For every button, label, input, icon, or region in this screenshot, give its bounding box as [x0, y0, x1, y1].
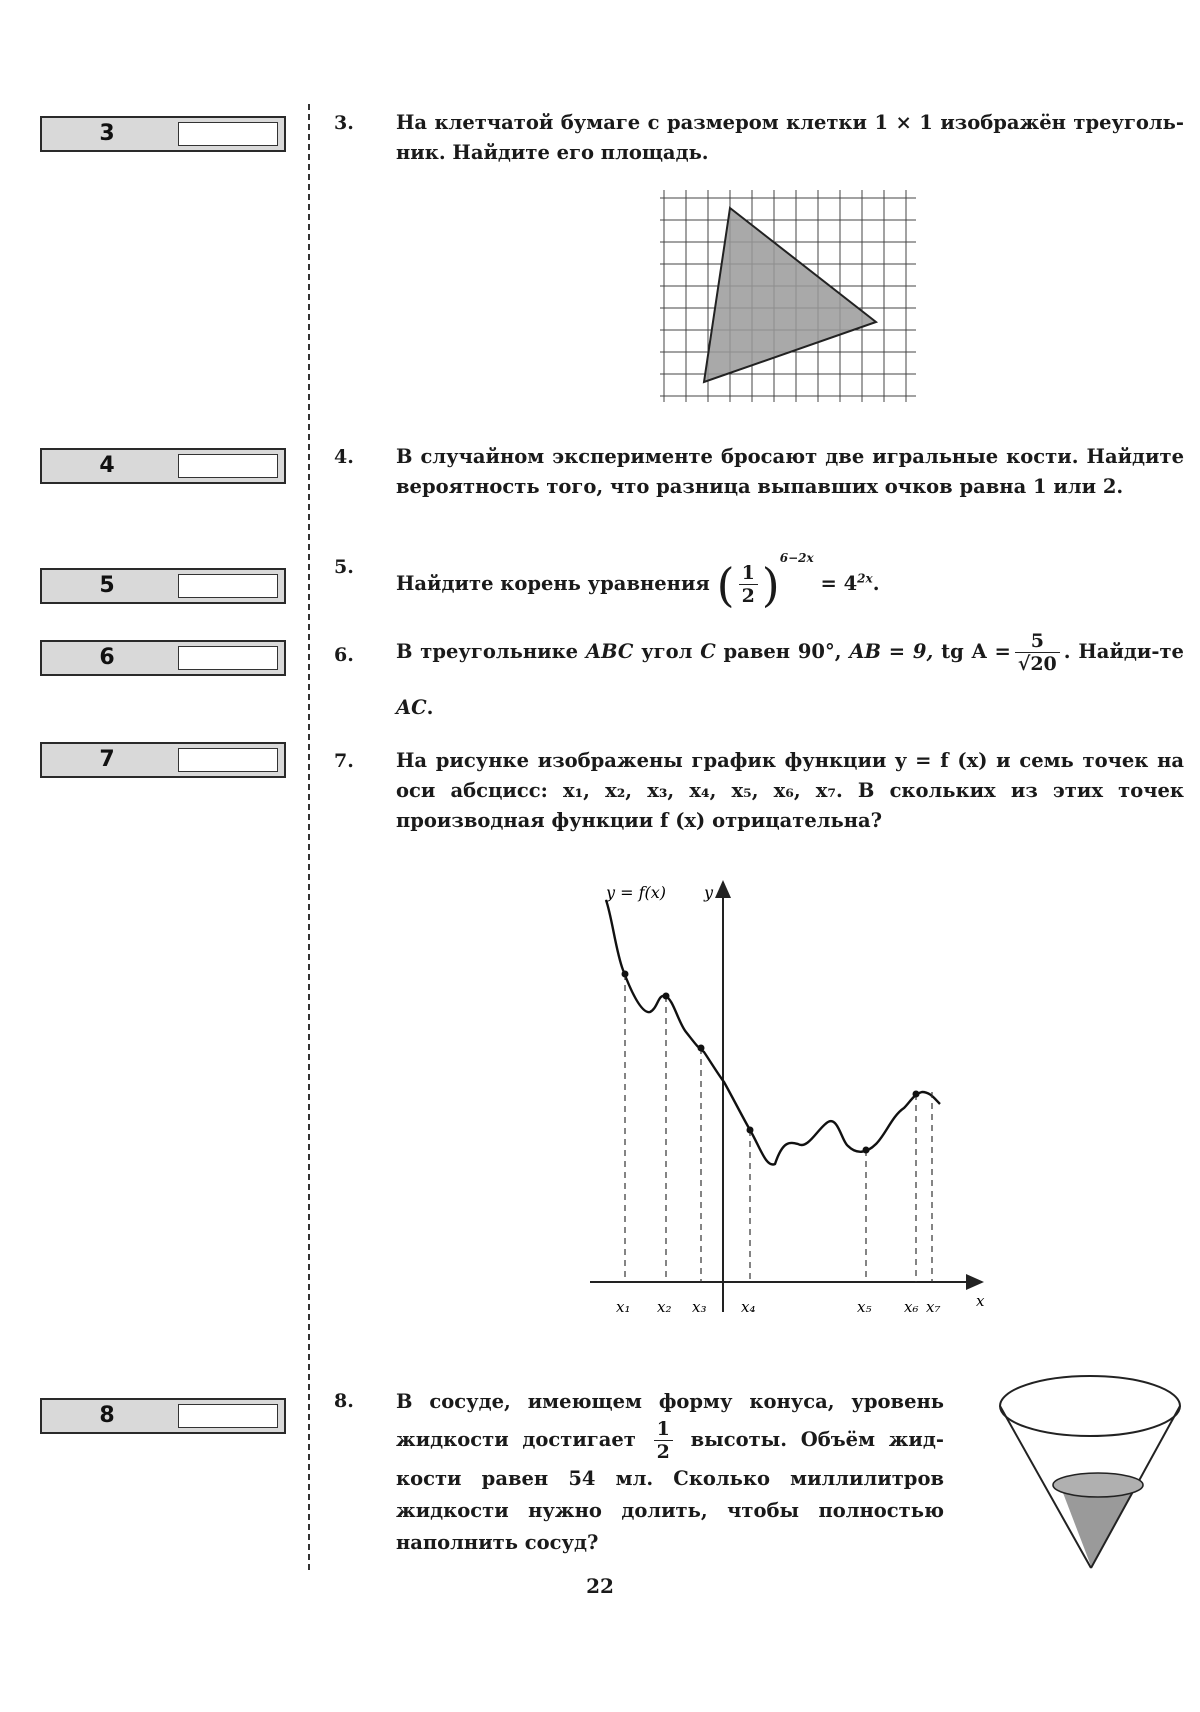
- label-x3: x₃: [692, 1298, 707, 1316]
- answer-box-3: [40, 116, 286, 152]
- answer-field-4[interactable]: [178, 454, 278, 478]
- answer-box-number: 6: [99, 645, 115, 670]
- t6-tg: tg A =: [941, 640, 1011, 663]
- t6-abc: ABC: [585, 640, 634, 663]
- answer-field-6[interactable]: [178, 646, 278, 670]
- y-axis-label: y: [704, 883, 714, 902]
- function-graph: [590, 872, 1000, 1322]
- task-4-number: 4.: [334, 446, 354, 468]
- task-3-text: На клетчатой бумаге с размером клетки 1 × 1 изображён треуголь-ник. Найдите его площадь.: [396, 111, 1184, 164]
- answer-box-number: 7: [99, 747, 115, 772]
- fraction-denominator: 2: [741, 585, 755, 607]
- t6-c: C: [700, 640, 716, 663]
- fraction-denominator: √20: [1017, 653, 1057, 675]
- answer-field-3[interactable]: [178, 122, 278, 146]
- answer-box-number: 8: [99, 1403, 115, 1428]
- task-5-number: 5.: [334, 556, 354, 578]
- task-6-number: 6.: [334, 644, 354, 666]
- rhs-exponent: 2x: [857, 571, 873, 586]
- label-x6: x₆: [904, 1298, 919, 1316]
- cut-line: [308, 104, 310, 1570]
- t6-part: . Найди-те: [1063, 640, 1184, 663]
- t6-part: равен 90°,: [723, 640, 842, 663]
- task-7-text: На рисунке изображены график функции y = f (x) и семь точек на оси абсцисс: x₁, x₂, x₃, x₄, x₅, x₆, x₇. В скольких из этих точек производная функции f (x) отрицательна?: [396, 749, 1184, 832]
- answer-field-5[interactable]: [178, 574, 278, 598]
- task-4-text: В случайном эксперименте бросают две игральные кости. Найдите вероятность того, что разница выпавших очков равна 1 или 2.: [396, 445, 1184, 498]
- left-paren: (: [716, 557, 735, 612]
- fraction-denominator: 2: [656, 1441, 670, 1463]
- t6-part: угол: [641, 640, 693, 663]
- task-6-text: [396, 624, 1184, 736]
- point-x6: [913, 1091, 920, 1098]
- cone-figure: [990, 1370, 1190, 1580]
- answer-box-number: 3: [99, 121, 115, 146]
- period: .: [872, 572, 880, 595]
- period: .: [426, 696, 434, 719]
- t6-part: В треугольнике: [396, 640, 579, 663]
- answer-box-4: [40, 448, 286, 484]
- exponent: 6−2x: [779, 551, 814, 565]
- answer-box-8: [40, 1398, 286, 1434]
- answer-box-number: 5: [99, 573, 115, 598]
- task-5-text: [396, 528, 1184, 614]
- page-number: 22: [586, 1574, 614, 1598]
- fraction-numerator: 1: [739, 562, 758, 585]
- fraction-one-half: [739, 562, 758, 607]
- point-x3: [698, 1045, 705, 1052]
- answer-box-6: [40, 640, 286, 676]
- func-label: y = f(x): [606, 883, 667, 902]
- answer-box-5: [40, 568, 286, 604]
- liquid-surface: [1053, 1473, 1143, 1497]
- grid-triangle-figure: [660, 190, 920, 408]
- fraction-5-sqrt20: [1015, 630, 1060, 675]
- fraction-numerator: 1: [654, 1418, 673, 1441]
- answer-field-7[interactable]: [178, 748, 278, 772]
- task-5-text-before: Найдите корень уравнения: [396, 572, 710, 595]
- x-axis-label: x: [976, 1292, 985, 1310]
- fraction-one-half: [654, 1418, 673, 1463]
- point-x4: [747, 1127, 754, 1134]
- label-x4: x₄: [741, 1298, 756, 1316]
- fraction-numerator: 5: [1015, 630, 1060, 653]
- t8-part: В сосуде, имеющем форму конуса, уровень жидкости достигает: [396, 1390, 944, 1451]
- task-8-number: 8.: [334, 1390, 354, 1412]
- task-8-text: [396, 1386, 944, 1559]
- label-x2: x₂: [657, 1298, 672, 1316]
- task-3-number: 3.: [334, 112, 354, 134]
- point-x2: [663, 993, 670, 1000]
- label-x7: x₇: [926, 1298, 941, 1316]
- rhs: = 4: [820, 572, 858, 595]
- function-curve: [606, 900, 940, 1164]
- t6-ac: AC: [396, 696, 427, 719]
- cone-rim: [1000, 1376, 1180, 1436]
- answer-box-number: 4: [99, 453, 115, 478]
- point-x5: [863, 1147, 870, 1154]
- task-7-number: 7.: [334, 750, 354, 772]
- label-x1: x₁: [616, 1298, 631, 1316]
- answer-box-7: [40, 742, 286, 778]
- answer-field-8[interactable]: [178, 1404, 278, 1428]
- triangle: [704, 208, 876, 382]
- right-paren: ): [761, 557, 780, 612]
- point-x1: [622, 971, 629, 978]
- t6-ab: AB = 9,: [849, 640, 934, 663]
- label-x5: x₅: [857, 1298, 872, 1316]
- t8-part: высоты. Объём жид-кости равен 54 мл. Сколько миллилитров жидкости нужно долить, чтобы полностью наполнить сосуд?: [396, 1428, 944, 1554]
